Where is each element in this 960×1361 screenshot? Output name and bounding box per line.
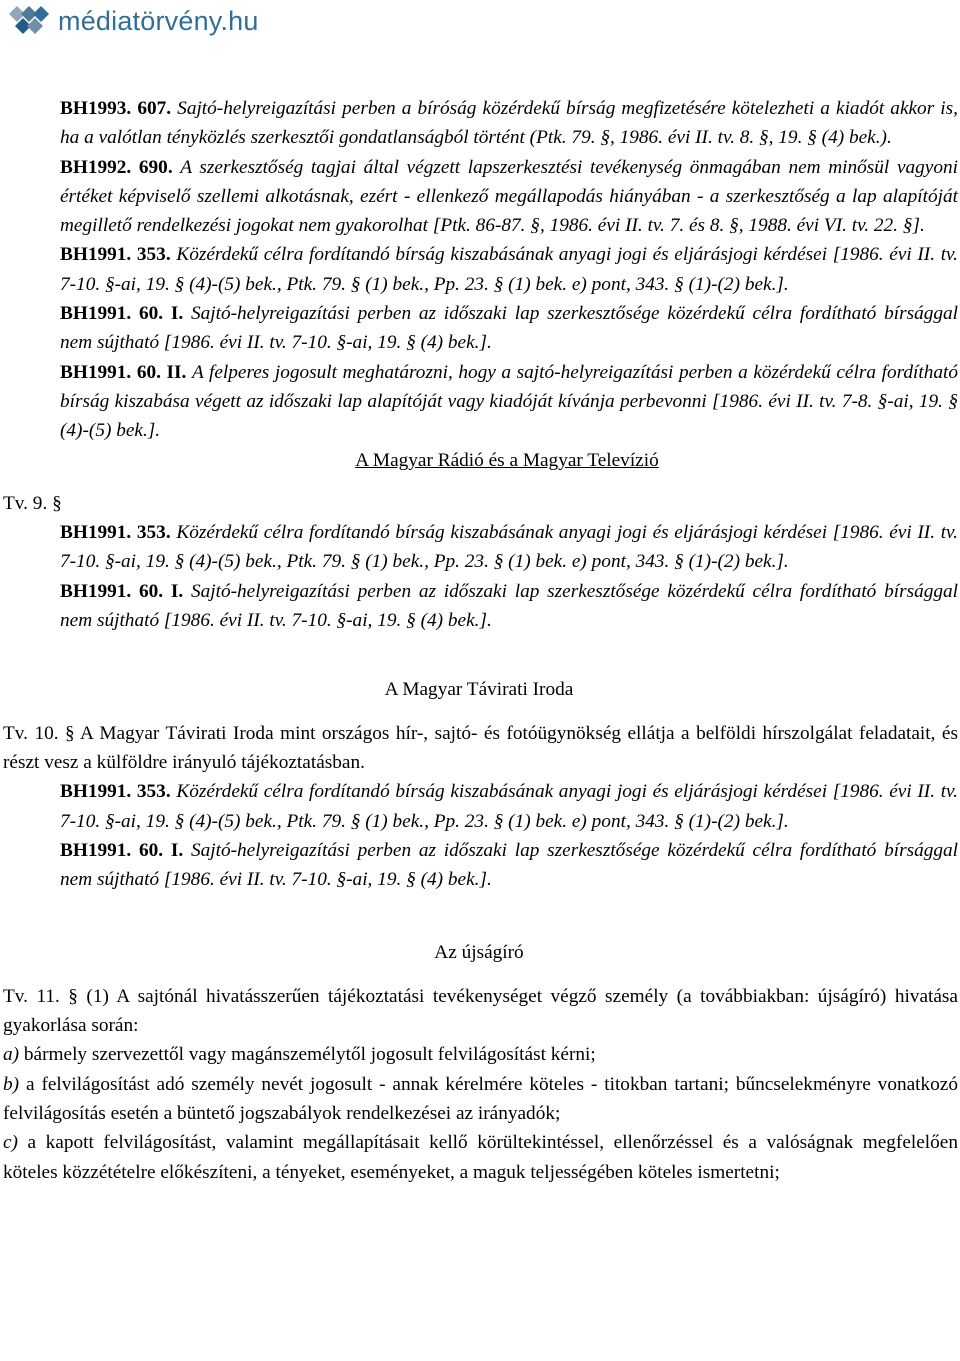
list-item (0, 1070, 958, 1129)
section-heading-mti: A Magyar Távirati Iroda (384, 679, 574, 701)
document-body (0, 94, 958, 1187)
case-ref: BH1992. 690. (60, 156, 173, 178)
paragraph-tv9: Tv. 9. § (3, 492, 62, 514)
case-summary: Sajtó-helyreigazítási perben az időszaki lap szerkesztősége közérdekű célra fordítható bírsággal nem sújtható [1986. évi II. tv. 7-10. §-ai, 19. § (4) bek.]. (60, 303, 958, 354)
item-letter: a) (3, 1044, 20, 1066)
case-ref-block (0, 153, 958, 241)
case-ref: BH1991. 353. (60, 244, 171, 266)
item-text: a felvilágosítást adó személy nevét jogosult - annak kérelmére köteles - titokban tartani; bűncselekményre vonatkozó felvilágosítás esetén a büntető jogszabályok rendelkezései az irányadók; (3, 1073, 958, 1124)
item-text: a kapott felvilágosítást, valamint megállapításait kellő körültekintéssel, ellenőrzéssel és a valóságnak megfelelően köteles közzétételre előkészíteni, a tényeket, eseményeket, a maguk teljességében köteles ismertetni; (3, 1132, 958, 1183)
list-item (0, 1128, 958, 1187)
case-summary: Közérdekű célra fordítandó bírság kiszabásának anyagi jogi és eljárásjogi kérdései [1986. évi II. tv. 7-10. §-ai, 19. § (4)-(5) bek., Ptk. 79. § (1) bek., Pp. 23. § (1) bek. e) pont, 343. § (1)-(2) bek.]. (60, 781, 959, 832)
paragraph-tv11: Tv. 11. § (1) A sajtónál hivatásszerűen tájékoztatási tevékenységet végző személy (a továbbiakban: újságíró) hivatása gyakorlása során: (3, 985, 958, 1037)
case-ref-block (0, 577, 958, 636)
case-ref: BH1991. 353. (60, 522, 171, 544)
logo-text: médiatörvény.hu (58, 5, 259, 36)
case-summary: Sajtó-helyreigazítási perben az időszaki lap szerkesztősége közérdekű célra fordítható bírsággal nem sújtható [1986. évi II. tv. 7-10. §-ai, 19. § (4) bek.]. (60, 839, 958, 891)
diamond-logo-icon (6, 4, 52, 38)
case-ref-block (0, 358, 958, 446)
case-ref-block (0, 94, 958, 153)
case-summary: A szerkesztőség tagjai által végzett lapszerkesztési tevékenység önmagában nem minősül vagyoni értéket képviselő szellemi alkotásnak, ezért - ellenkező megállapodás hiányában - a szerkesztőség a lap alapítóját megillető rendelkezési jogokat nem gyakorolhat [Ptk. 86-87. §, 1986. évi II. tv. 7. és 8. §, 1988. évi VI. tv. 22. §]. (60, 156, 958, 237)
section-heading-radio: A Magyar Rádió és a Magyar Televízió (355, 449, 659, 471)
case-ref-block (0, 518, 958, 577)
case-ref: BH1991. 60. I. (60, 303, 184, 325)
item-letter: b) (3, 1073, 20, 1095)
list-item (0, 1040, 958, 1069)
case-summary: Közérdekű célra fordítandó bírság kiszabásának anyagi jogi és eljárásjogi kérdései [1986. évi II. tv. 7-10. §-ai, 19. § (4)-(5) bek., Ptk. 79. § (1) bek., Pp. 23. § (1) bek. e) pont, 343. § (1)-(2) bek.]. (60, 522, 959, 573)
item-text: bármely szervezettől vagy magánszemélytől jogosult felvilágosítást kérni; (23, 1044, 596, 1066)
case-ref-block (0, 240, 958, 299)
case-summary: Közérdekű célra fordítandó bírság kiszabásának anyagi jogi és eljárásjogi kérdései [1986. évi II. tv. 7-10. §-ai, 19. § (4)-(5) bek., Ptk. 79. § (1) bek., Pp. 23. § (1) bek. e) pont, 343. § (1)-(2) bek.]. (60, 244, 959, 295)
item-letter: c) (3, 1132, 18, 1154)
case-ref-block (0, 299, 958, 358)
section-heading-journalist: Az újságíró (434, 942, 524, 964)
site-logo[interactable] (6, 4, 259, 38)
case-ref: BH1991. 60. I. (60, 839, 184, 861)
case-ref: BH1991. 60. II. (60, 361, 187, 383)
case-ref-block (0, 836, 958, 895)
case-ref: BH1993. 607. (60, 98, 172, 119)
case-summary: A felperes jogosult meghatározni, hogy a sajtó-helyreigazítási perben a közérdekű célra fordítható bírság kiszabása végett az időszaki lap alapítóját vagy kiadóját kívánja perbevonni [1986. évi II. tv. 7-8. §-ai, 19. § (4)-(5) bek.]. (60, 361, 959, 442)
case-ref: BH1991. 60. I. (60, 580, 184, 602)
case-summary: Sajtó-helyreigazítási perben a bíróság közérdekű bírság megfizetésére kötelezheti a kiadót akkor is, ha a valótlan tényközlés szerkesztői gondatlanságból történt (Ptk. 79. §, 1986. évi II. tv. 8. §, 19. § (4) bek.). (60, 98, 958, 149)
paragraph-tv10: Tv. 10. § A Magyar Távirati Iroda mint országos hír-, sajtó- és fotóügynökség ellátja a belföldi hírszolgálat feladatait, és részt vesz a külföldre irányuló tájékoztatásban. (3, 722, 958, 773)
case-ref-block (0, 777, 958, 836)
case-summary: Sajtó-helyreigazítási perben az időszaki lap szerkesztősége közérdekű célra fordítható bírsággal nem sújtható [1986. évi II. tv. 7-10. §-ai, 19. § (4) bek.]. (60, 580, 958, 632)
case-ref: BH1991. 353. (60, 781, 171, 803)
